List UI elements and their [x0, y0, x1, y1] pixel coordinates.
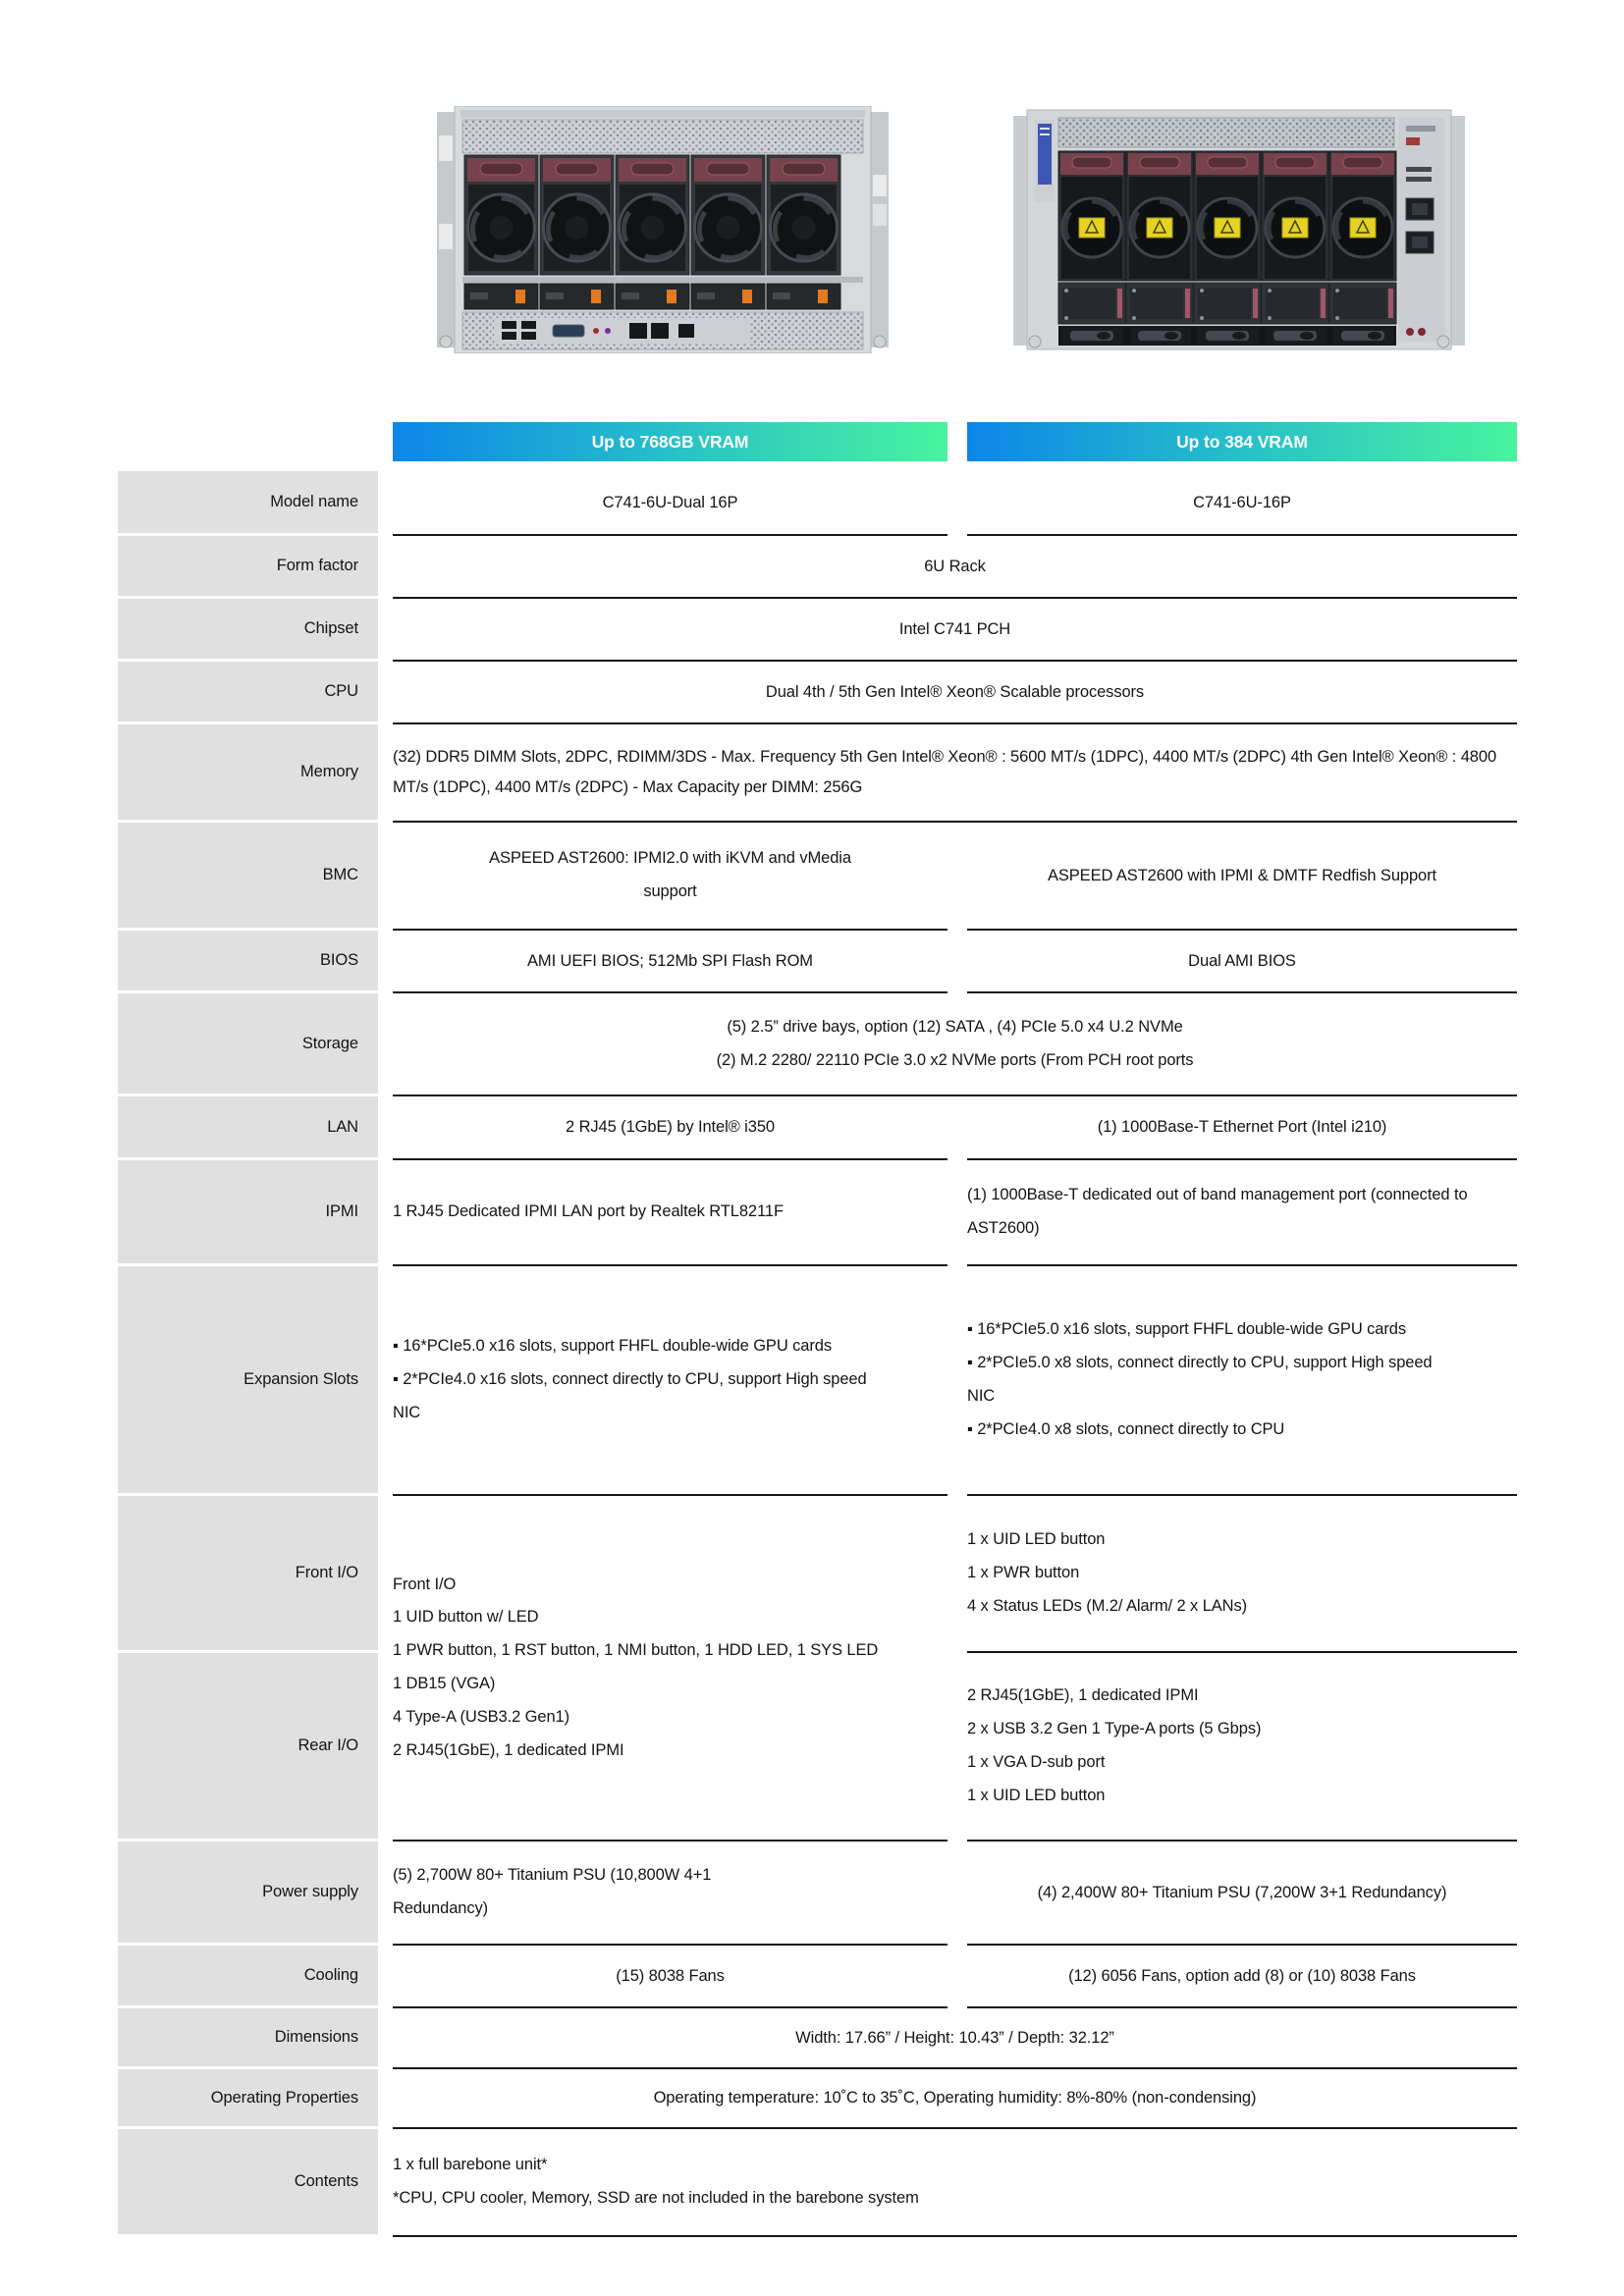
memory-cell: [393, 724, 1517, 823]
spec-table: [118, 471, 1517, 2237]
bios-right-value: Dual AMI BIOS: [1188, 951, 1296, 970]
spec-row-operating-properties: [118, 2069, 1517, 2129]
spec-row-cooling: [118, 1946, 1517, 2008]
spec-row-power-supply: [118, 1842, 1517, 1946]
spec-row-chipset: [118, 599, 1517, 662]
io-left-line-6: 2 RJ45(1GbE), 1 dedicated IPMI: [393, 1740, 624, 1759]
front-io-right-cell: [967, 1496, 1517, 1653]
row-label-memory: Memory: [118, 724, 378, 823]
lan-left-cell: [393, 1096, 947, 1160]
column-badges: [393, 422, 1517, 461]
rear-io-right-line-3: 1 x VGA D-sub port: [967, 1753, 1106, 1771]
chipset-value: Intel C741 PCH: [898, 619, 1011, 638]
model-name-left-value: C741-6U-Dual 16P: [602, 493, 738, 511]
contents-line-2: *CPU, CPU cooler, Memory, SSD are not included in the barebone system: [393, 2189, 919, 2207]
row-label-cooling: Cooling: [118, 1946, 378, 2008]
cpu-cell: [393, 662, 1517, 724]
dimensions-cell: [393, 2008, 1517, 2069]
storage-cell: [393, 993, 1517, 1096]
server-front-view-photo: [437, 106, 889, 353]
form-factor-value: 6U Rack: [924, 557, 986, 575]
memory-value: (32) DDR5 DIMM Slots, 2DPC, RDIMM/3DS - Max. Frequency 5th Gen Intel® Xeon® : 5600 MT/s (1DPC), 4400 MT/s (2DPC) 4th Gen Intel® Xeon® : 4800 MT/s (1DPC), 4400 MT/s (2DPC) - Max Capacity per DIMM: 256G: [393, 747, 1497, 796]
power-right-cell: [967, 1842, 1517, 1946]
bmc-left-value: ASPEED AST2600: IPMI2.0 with iKVM and vMedia support: [489, 849, 851, 900]
operating-properties-cell: [393, 2069, 1517, 2129]
row-label-model-name: Model name: [118, 471, 378, 536]
io-left-line-5: 4 Type-A (USB3.2 Gen1): [393, 1707, 570, 1726]
storage-line-1: (5) 2.5” drive bays, option (12) SATA , (4) PCIe 5.0 x4 U.2 NVMe: [727, 1017, 1183, 1036]
row-label-front-io: Front I/O: [118, 1496, 378, 1653]
row-label-bios: BIOS: [118, 931, 378, 993]
io-left-line-4: 1 DB15 (VGA): [393, 1675, 496, 1692]
lan-left-value: 2 RJ45 (1GbE) by Intel® i350: [566, 1118, 775, 1137]
spec-row-dimensions: [118, 2008, 1517, 2069]
rear-io-right-line-2: 2 x USB 3.2 Gen 1 Type-A ports (5 Gbps): [967, 1720, 1262, 1738]
model-name-right-value: C741-6U-16P: [1193, 493, 1291, 511]
io-left-line-2: 1 UID button w/ LED: [393, 1608, 539, 1627]
row-label-cpu: CPU: [118, 662, 378, 724]
front-io-right-line-2: 1 x PWR button: [967, 1564, 1080, 1582]
bios-left-value: AMI UEFI BIOS; 512Mb SPI Flash ROM: [527, 951, 813, 970]
power-left-cell: [393, 1842, 947, 1946]
io-label-column: [118, 1496, 378, 1842]
row-label-form-factor: Form factor: [118, 536, 378, 599]
badge-right-vram: Up to 384 VRAM: [967, 422, 1517, 461]
spec-row-bmc: [118, 823, 1517, 931]
rear-io-right-cell: [967, 1653, 1517, 1842]
expansion-left-cell: [393, 1266, 947, 1496]
cooling-left-cell: [393, 1946, 947, 2008]
power-left-value: (5) 2,700W 80+ Titanium PSU (10,800W 4+1 Redundancy): [393, 1866, 712, 1917]
spec-rows-front-rear-io: [118, 1496, 1517, 1842]
bios-left-cell: [393, 931, 947, 993]
row-label-lan: LAN: [118, 1096, 378, 1160]
io-left-line-3: 1 PWR button, 1 RST button, 1 NMI button, 1 HDD LED, 1 SYS LED: [393, 1641, 879, 1660]
io-left-line-1: Front I/O: [393, 1575, 457, 1593]
spec-row-storage: [118, 993, 1517, 1096]
model-name-left-cell: [393, 471, 947, 536]
front-io-right-line-3: 4 x Status LEDs (M.2/ Alarm/ 2 x LANs): [967, 1596, 1248, 1615]
row-label-rear-io: Rear I/O: [118, 1653, 378, 1842]
row-label-dimensions: Dimensions: [118, 2008, 378, 2069]
row-label-contents: Contents: [118, 2129, 378, 2237]
power-right-value: (4) 2,400W 80+ Titanium PSU (7,200W 3+1 Redundancy): [1037, 1883, 1447, 1901]
spec-row-contents: [118, 2129, 1517, 2237]
front-io-right-line-1: 1 x UID LED button: [967, 1530, 1106, 1549]
operating-properties-value: Operating temperature: 10˚C to 35˚C, Operating humidity: 8%-80% (non-condensing): [653, 2089, 1257, 2108]
rear-io-right-line-1: 2 RJ45(1GbE), 1 dedicated IPMI: [967, 1686, 1199, 1705]
spec-row-cpu: [118, 662, 1517, 724]
dimensions-value: Width: 17.66” / Height: 10.43” / Depth: 32.12”: [795, 2028, 1114, 2047]
model-name-right-cell: [967, 471, 1517, 536]
io-right-column: [947, 1496, 1517, 1842]
ipmi-left-value: 1 RJ45 Dedicated IPMI LAN port by Realtek RTL8211F: [393, 1202, 784, 1221]
row-label-bmc: BMC: [118, 823, 378, 931]
row-label-power-supply: Power supply: [118, 1842, 378, 1946]
row-label-ipmi: IPMI: [118, 1160, 378, 1266]
row-label-expansion-slots: Expansion Slots: [118, 1266, 378, 1496]
row-label-chipset: Chipset: [118, 599, 378, 662]
expansion-left-item-1: ▪ 16*PCIe5.0 x16 slots, support FHFL double-wide GPU cards: [393, 1337, 832, 1356]
lan-right-value: (1) 1000Base-T Ethernet Port (Intel i210): [1097, 1118, 1387, 1137]
spec-row-ipmi: [118, 1160, 1517, 1266]
cooling-right-cell: [967, 1946, 1517, 2008]
io-left-cell: [393, 1496, 947, 1842]
spec-row-memory: [118, 724, 1517, 823]
ipmi-right-cell: [967, 1160, 1517, 1266]
ipmi-right-value: (1) 1000Base-T dedicated out of band management port (connected to AST2600): [967, 1186, 1468, 1237]
storage-line-2: (2) M.2 2280/ 22110 PCIe 3.0 x2 NVMe ports (From PCH root ports: [716, 1050, 1194, 1069]
badge-left-vram: Up to 768GB VRAM: [393, 422, 947, 461]
bmc-right-cell: [967, 823, 1517, 931]
cooling-right-value: (12) 6056 Fans, option add (8) or (10) 8038 Fans: [1068, 1966, 1416, 1985]
spec-row-lan: [118, 1096, 1517, 1160]
lan-right-cell: [967, 1096, 1517, 1160]
expansion-right-item-2: ▪ 2*PCIe5.0 x8 slots, connect directly to CPU, support High speed NIC: [967, 1354, 1433, 1405]
expansion-left-item-2: ▪ 2*PCIe4.0 x16 slots, connect directly to CPU, support High speed NIC: [393, 1370, 867, 1421]
bmc-right-value: ASPEED AST2600 with IPMI & DMTF Redfish Support: [1047, 866, 1437, 884]
spec-row-bios: [118, 931, 1517, 993]
cooling-left-value: (15) 8038 Fans: [616, 1966, 725, 1985]
server-rear-view-photo: [1013, 108, 1465, 351]
ipmi-left-cell: [393, 1160, 947, 1266]
row-label-storage: Storage: [118, 993, 378, 1096]
chipset-cell: [393, 599, 1517, 662]
contents-cell: [393, 2129, 1517, 2237]
contents-line-1: 1 x full barebone unit*: [393, 2156, 548, 2174]
bmc-left-cell: [393, 823, 947, 931]
cpu-value: Dual 4th / 5th Gen Intel® Xeon® Scalable processors: [765, 682, 1145, 701]
spec-row-expansion-slots: [118, 1266, 1517, 1496]
row-label-operating-properties: Operating Properties: [118, 2069, 378, 2129]
spec-row-form-factor: [118, 536, 1517, 599]
bios-right-cell: [967, 931, 1517, 993]
expansion-right-cell: [967, 1266, 1517, 1496]
expansion-right-item-3: ▪ 2*PCIe4.0 x8 slots, connect directly to CPU: [967, 1419, 1285, 1438]
form-factor-cell: [393, 536, 1517, 599]
rear-io-right-line-4: 1 x UID LED button: [967, 1786, 1106, 1804]
spec-row-model-name: [118, 471, 1517, 536]
expansion-right-item-1: ▪ 16*PCIe5.0 x16 slots, support FHFL double-wide GPU cards: [967, 1320, 1406, 1339]
